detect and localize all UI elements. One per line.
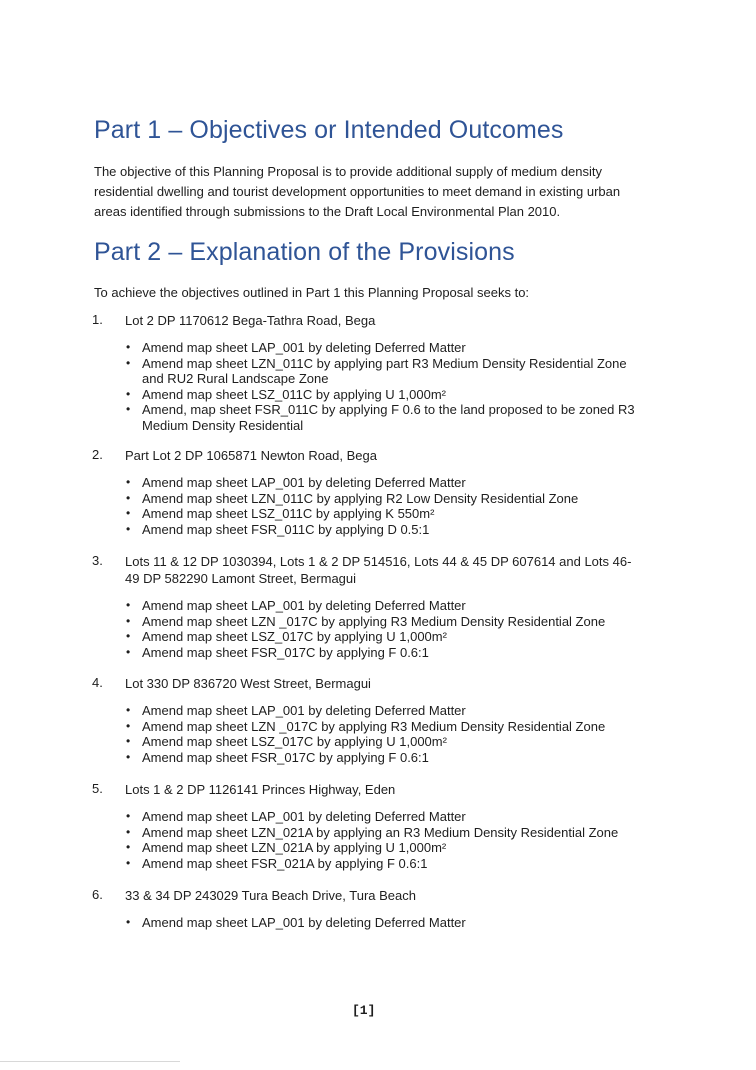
list-item (125, 475, 645, 491)
item-number: 6. (92, 887, 103, 902)
list-item (125, 809, 645, 825)
bullet-text: Amend map sheet LAP_001 by deleting Deferred Matter (142, 703, 466, 718)
part1-body: The objective of this Planning Proposal is to provide additional supply of medium density residential dwelling and tourist development opportunities to meet demand in existing urban areas identified through submissions to the Draft Local Environmental Plan 2010. (94, 164, 621, 219)
bullet-text: Amend map sheet LAP_001 by deleting Deferred Matter (142, 809, 466, 824)
list-item (125, 719, 645, 735)
item-title: 33 & 34 DP 243029 Tura Beach Drive, Tura Beach (125, 888, 416, 903)
bullet-list (125, 703, 645, 765)
list-item (125, 645, 645, 661)
item-number: 2. (92, 447, 103, 462)
bullet-icon: • (126, 629, 131, 643)
bullet-text: Amend map sheet LZN _017C by applying R3 Medium Density Residential Zone (142, 718, 606, 734)
bullet-text: Amend map sheet LAP_001 by deleting Deferred Matter (142, 475, 466, 490)
item-number: 4. (92, 675, 103, 690)
list-item (125, 387, 645, 403)
bullet-icon: • (126, 355, 131, 370)
list-item (125, 506, 645, 522)
bullet-icon: • (126, 490, 131, 505)
list-item (125, 915, 645, 931)
item-title: Lot 2 DP 1170612 Bega-Tathra Road, Bega (125, 313, 376, 328)
list-item (125, 856, 645, 872)
bullet-text: Amend map sheet LSZ_017C by applying U 1,000m² (142, 629, 447, 644)
bullet-text: Amend map sheet LAP_001 by deleting Deferred Matter (142, 915, 466, 930)
bullet-text: Amend map sheet LZN _017C by applying R3 Medium Density Residential Zone (142, 613, 606, 629)
item-title: Part Lot 2 DP 1065871 Newton Road, Bega (125, 448, 377, 463)
bullet-list (125, 598, 645, 660)
list-item (125, 356, 645, 387)
item-number: 5. (92, 781, 103, 796)
bullet-text: Amend, map sheet FSR_011C by applying F 0.6 to the land proposed to be zoned R3 Medium Density Residential (142, 402, 635, 433)
part2-heading: Part 2 – Explanation of the Provisions (94, 238, 515, 266)
list-item (125, 750, 645, 766)
bullet-icon: • (126, 840, 131, 854)
bullet-icon: • (126, 734, 131, 748)
part1-heading: Part 1 – Objectives or Intended Outcomes (94, 116, 564, 144)
bullet-list (125, 915, 645, 931)
list-item (125, 340, 645, 356)
bullet-text: Amend map sheet LSZ_017C by applying U 1,000m² (142, 734, 447, 749)
bullet-icon: • (126, 855, 131, 870)
bullet-icon: • (126, 340, 131, 354)
bullet-text: Amend map sheet LAP_001 by deleting Deferred Matter (142, 598, 466, 613)
list-item (125, 491, 645, 507)
item-number: 1. (92, 312, 103, 327)
bullet-text: Amend map sheet LZN_011C by applying R2 Low Density Residential Zone (142, 490, 579, 506)
bullet-icon: • (126, 749, 131, 764)
bullet-list (125, 809, 645, 871)
bullet-icon: • (126, 521, 131, 536)
bullet-text: Amend map sheet LAP_001 by deleting Deferred Matter (142, 340, 466, 355)
list-item (125, 402, 645, 433)
list-item (125, 703, 645, 719)
bullet-icon: • (126, 613, 131, 628)
list-item (125, 840, 645, 856)
bullet-text: Amend map sheet FSR_011C by applying D 0.5:1 (142, 521, 430, 537)
part2-intro: To achieve the objectives outlined in Part 1 this Planning Proposal seeks to: (94, 285, 530, 300)
bullet-text: Amend map sheet FSR_017C by applying F 0.6:1 (142, 749, 429, 765)
bullet-icon: • (126, 475, 131, 489)
footer-divider (0, 1061, 180, 1062)
bullet-text: Amend map sheet FSR_017C by applying F 0.6:1 (142, 644, 429, 660)
bullet-icon: • (126, 915, 131, 929)
bullet-icon: • (126, 703, 131, 717)
bullet-icon: • (126, 809, 131, 823)
bullet-list (125, 340, 645, 433)
bullet-text: Amend map sheet LZN_021A by applying an R3 Medium Density Residential Zone (142, 824, 619, 840)
list-item (125, 734, 645, 750)
bullet-icon: • (126, 598, 131, 612)
bullet-text: Amend map sheet LZN_021A by applying U 1,000m² (142, 840, 447, 855)
item-number: 3. (92, 553, 103, 568)
bullet-icon: • (126, 386, 131, 401)
bullet-text: Amend map sheet FSR_021A by applying F 0.6:1 (142, 855, 428, 871)
list-item (125, 614, 645, 630)
list-item (125, 629, 645, 645)
bullet-icon: • (126, 402, 131, 416)
list-item (125, 598, 645, 614)
list-item (125, 825, 645, 841)
bullet-text: Amend map sheet LZN_011C by applying part R3 Medium Density Residential Zone and RU2 Rural Landscape Zone (142, 355, 627, 386)
list-item (125, 522, 645, 538)
page-number: [1] (352, 1003, 376, 1018)
bullet-text: Amend map sheet LSZ_011C by applying U 1,000m² (142, 386, 446, 402)
bullet-text: Amend map sheet LSZ_011C by applying K 550m² (142, 506, 435, 521)
bullet-icon: • (126, 644, 131, 659)
bullet-icon: • (126, 824, 131, 839)
item-title: Lot 330 DP 836720 West Street, Bermagui (125, 676, 371, 691)
bullet-icon: • (126, 718, 131, 733)
bullet-icon: • (126, 506, 131, 520)
item-title: Lots 1 & 2 DP 1126141 Princes Highway, Eden (125, 782, 396, 797)
bullet-list (125, 475, 645, 537)
item-title: Lots 11 & 12 DP 1030394, Lots 1 & 2 DP 514516, Lots 44 & 45 DP 607614 and Lots 46-49 DP 582290 Lamont Street, Bermagui (125, 554, 632, 586)
